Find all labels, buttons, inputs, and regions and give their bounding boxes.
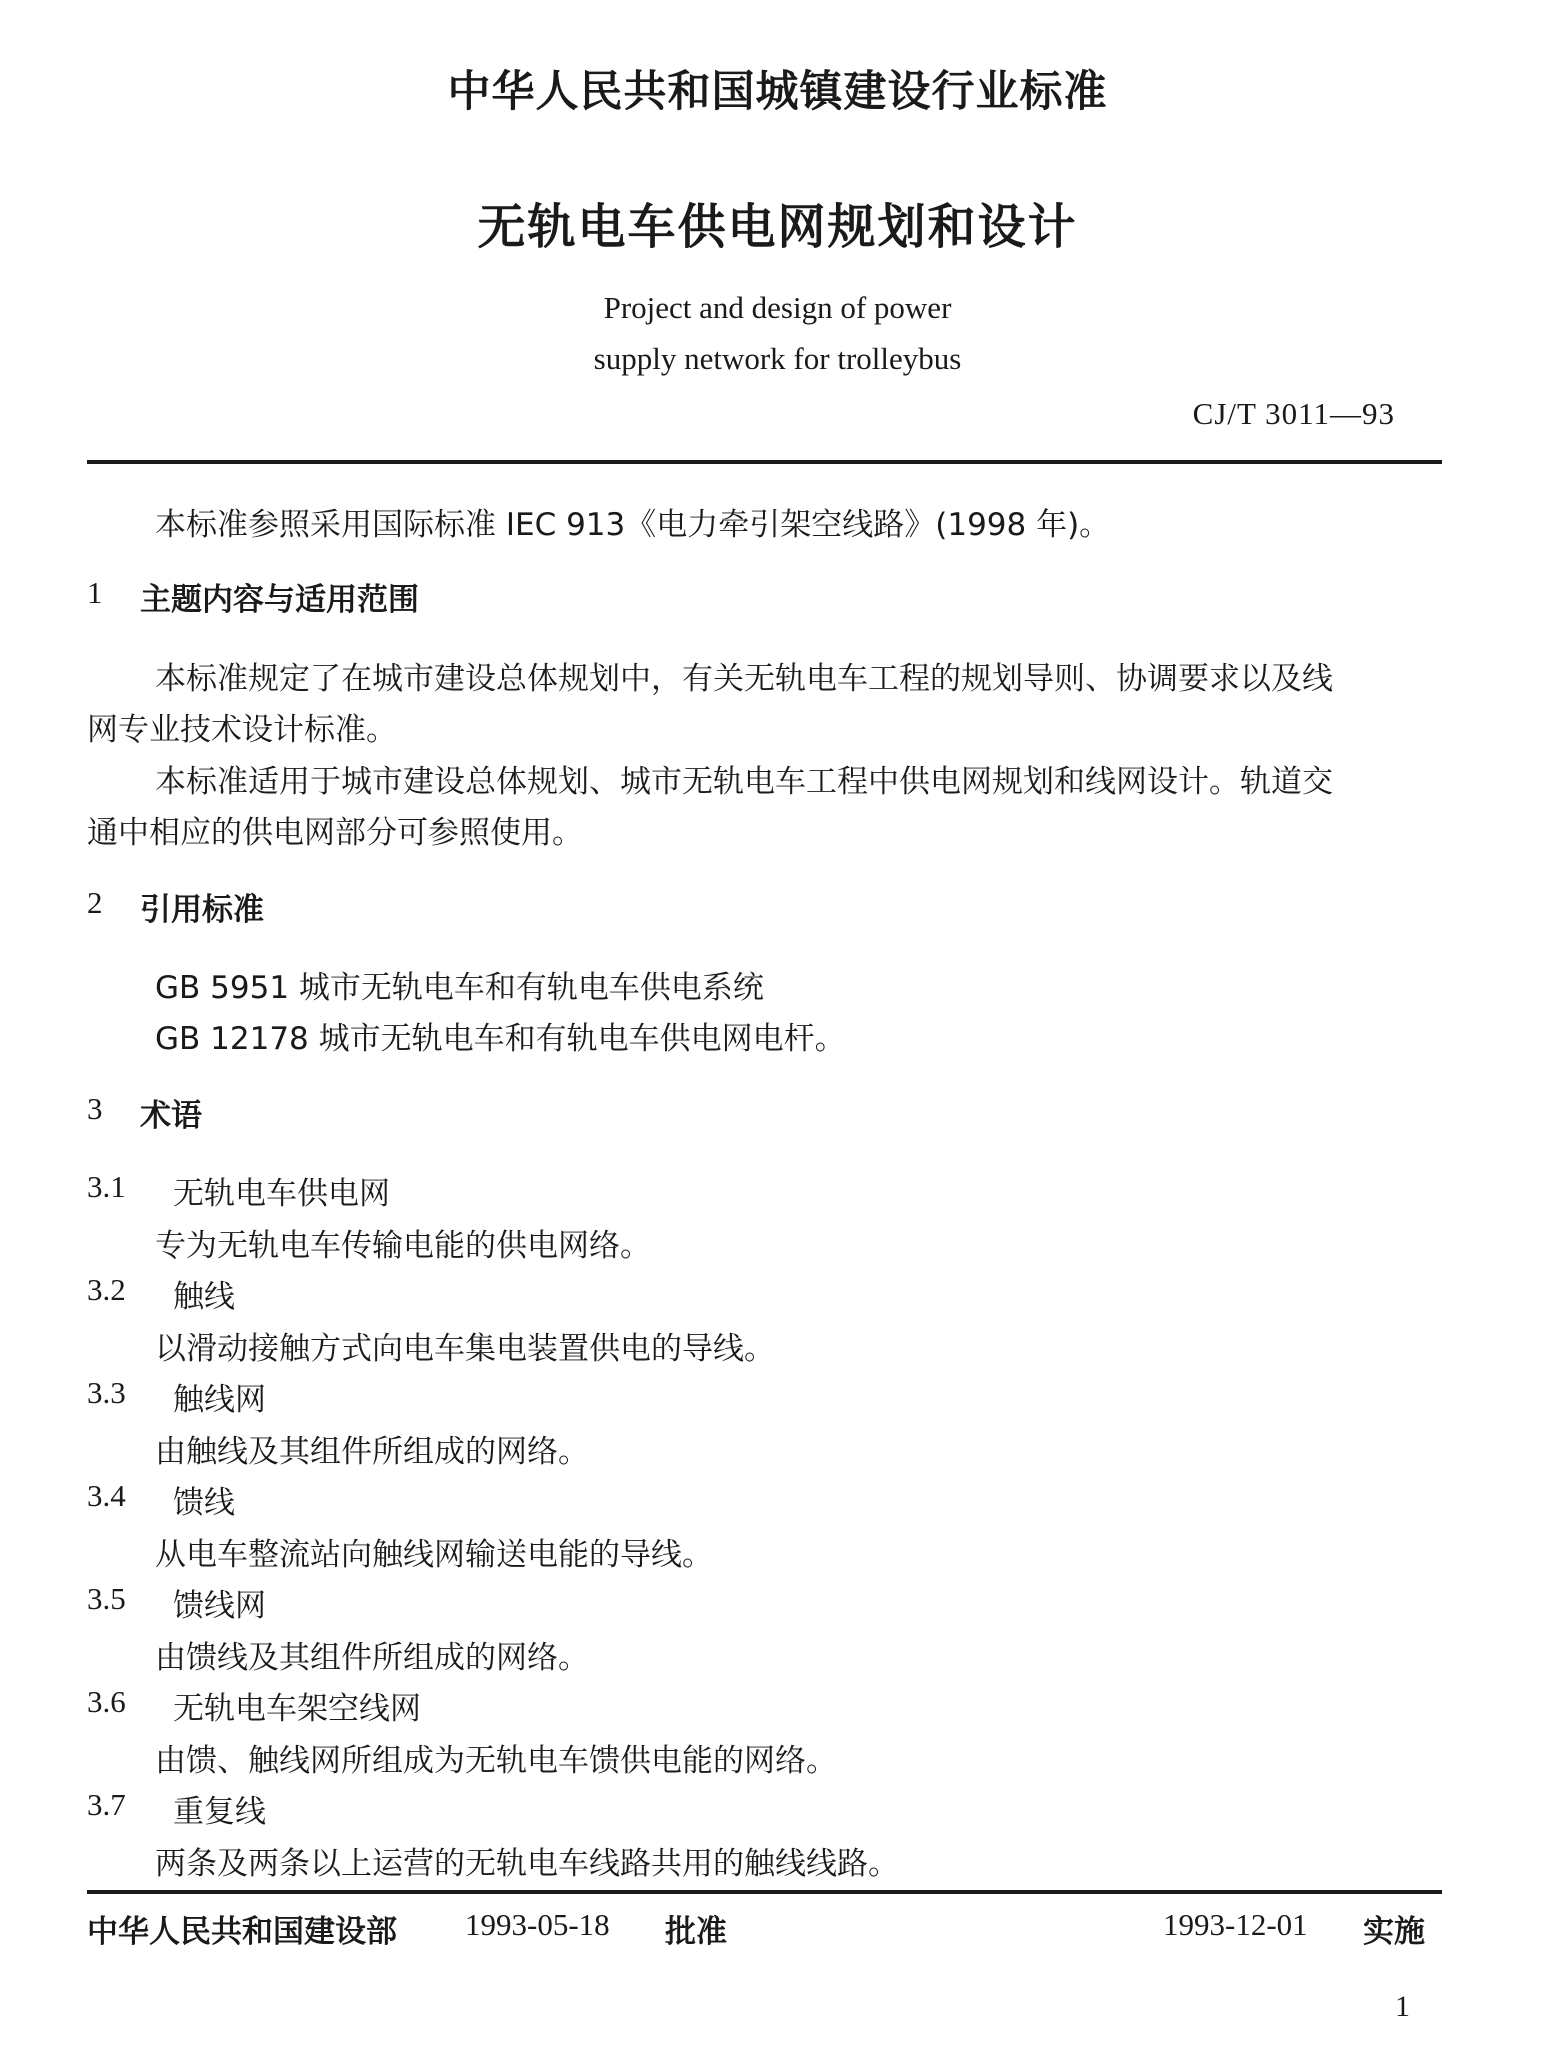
english-title-line-2: supply network for trolleybus — [593, 341, 962, 376]
term-name: 触线 — [173, 1279, 235, 1315]
issuing-authority: 中华人民共和国建设部 — [87, 1914, 397, 1950]
section-number: 2 — [87, 885, 103, 920]
term-definition: 由馈、触线网所组成为无轨电车馈供电能的网络。 — [155, 1743, 837, 1779]
implementation-date: 1993-12-01 — [1163, 1907, 1308, 1942]
standard-category: 中华人民共和国城镇建设行业标准 — [447, 67, 1108, 117]
term-number: 3.7 — [87, 1787, 126, 1822]
term-number: 3.4 — [87, 1478, 126, 1513]
term-name: 触线网 — [173, 1382, 266, 1418]
section-number: 3 — [87, 1091, 103, 1126]
paragraph-line: 通中相应的供电网部分可参照使用。 — [87, 815, 583, 851]
top-divider — [87, 460, 1442, 464]
section-title: 引用标准 — [140, 892, 264, 928]
reference-item: GB 12178 城市无轨电车和有轨电车供电网电杆。 — [155, 1021, 846, 1057]
term-name: 无轨电车供电网 — [173, 1176, 390, 1212]
page-title: 无轨电车供电网规划和设计 — [477, 199, 1078, 255]
term-definition: 两条及两条以上运营的无轨电车线路共用的触线线路。 — [155, 1846, 899, 1882]
paragraph-line: 网专业技术设计标准。 — [87, 712, 397, 748]
term-name: 无轨电车架空线网 — [173, 1691, 421, 1727]
section-number: 1 — [87, 575, 103, 610]
section-title: 主题内容与适用范围 — [140, 582, 419, 618]
english-title-line-1: Project and design of power — [603, 290, 952, 325]
term-name: 馈线 — [173, 1485, 235, 1521]
paragraph-line: 本标准规定了在城市建设总体规划中，有关无轨电车工程的规划导则、协调要求以及线 — [155, 661, 1333, 697]
term-number: 3.1 — [87, 1169, 126, 1204]
reference-item: GB 5951 城市无轨电车和有轨电车供电系统 — [155, 970, 764, 1006]
term-number: 3.3 — [87, 1375, 126, 1410]
term-name: 重复线 — [173, 1794, 266, 1830]
term-definition: 由触线及其组件所组成的网络。 — [155, 1434, 589, 1470]
approval-date: 1993-05-18 — [465, 1907, 610, 1942]
term-definition: 从电车整流站向触线网输送电能的导线。 — [155, 1537, 713, 1573]
intro-text: 本标准参照采用国际标准 IEC 913《电力牵引架空线路》(1998 年)。 — [155, 507, 1111, 543]
page-number: 1 — [1395, 1990, 1410, 2023]
term-definition: 由馈线及其组件所组成的网络。 — [155, 1640, 589, 1676]
standard-code: CJ/T 3011—93 — [1192, 396, 1395, 431]
implementation-label: 实施 — [1363, 1914, 1425, 1950]
term-number: 3.6 — [87, 1684, 126, 1719]
term-name: 馈线网 — [173, 1588, 266, 1624]
bottom-divider — [87, 1890, 1442, 1894]
approval-label: 批准 — [665, 1914, 727, 1950]
term-definition: 以滑动接触方式向电车集电装置供电的导线。 — [155, 1331, 775, 1367]
paragraph-line: 本标准适用于城市建设总体规划、城市无轨电车工程中供电网规划和线网设计。轨道交 — [155, 764, 1333, 800]
term-definition: 专为无轨电车传输电能的供电网络。 — [155, 1228, 651, 1264]
section-title: 术语 — [140, 1098, 202, 1134]
term-number: 3.2 — [87, 1272, 126, 1307]
term-number: 3.5 — [87, 1581, 126, 1616]
